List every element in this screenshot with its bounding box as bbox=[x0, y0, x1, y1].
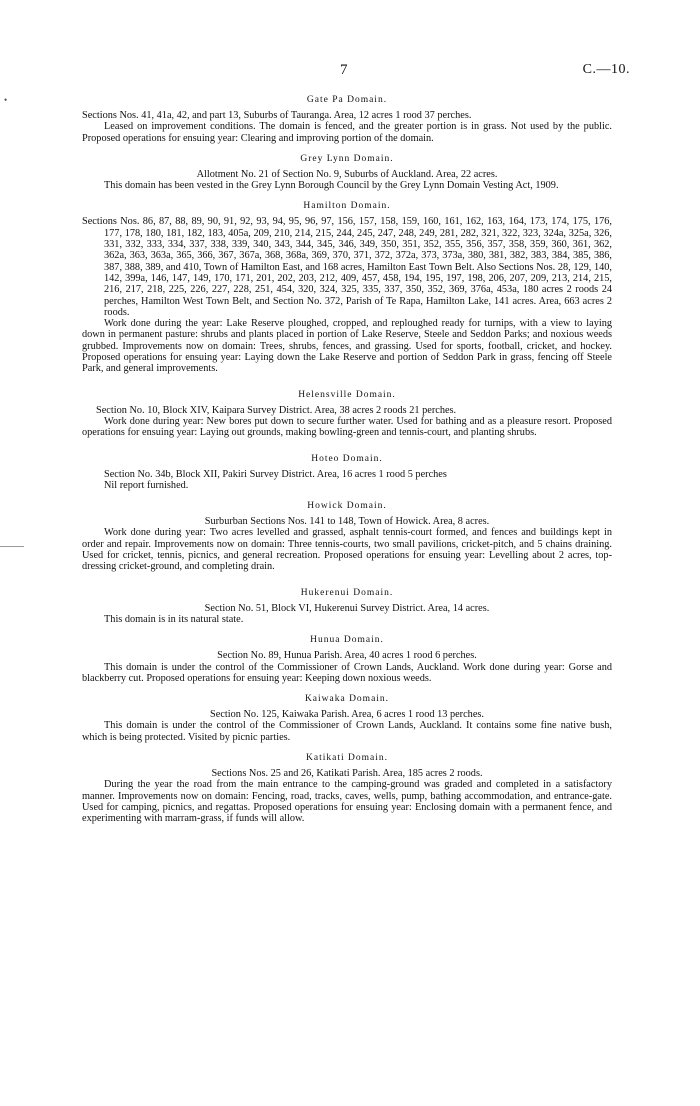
section-report: Work done during year: New bores put down to secure further water. Used for bathing and as a pleasure resort. Proposed operations for ensuing year: Laying out grounds, making bowling-green and tennis-court, and planting shrubs. bbox=[82, 415, 612, 439]
margin-rule bbox=[0, 546, 24, 547]
section-heading: Helensville Domain. bbox=[298, 389, 396, 400]
page-number: 7 bbox=[340, 62, 348, 78]
domain-list bbox=[82, 94, 612, 824]
section-heading: Grey Lynn Domain. bbox=[300, 153, 394, 164]
document-reference: C.—10. bbox=[582, 62, 630, 77]
section-heading: Hamilton Domain. bbox=[303, 201, 391, 212]
section-description: Allotment No. 21 of Section No. 9, Suburbs of Auckland. Area, 22 acres. bbox=[196, 168, 498, 180]
section-report: Nil report furnished. bbox=[104, 479, 189, 491]
section-description: Section No. 34b, Block XII, Pakiri Survey District. Area, 16 acres 1 rood 5 perches bbox=[104, 468, 447, 480]
section-report: Leased on improvement conditions. The domain is fenced, and the greater portion is in grass. Not used by the public. Proposed operations for ensuing year: Clearing and improving portion of the domain. bbox=[82, 121, 612, 144]
section-description: Section No. 89, Hunua Parish. Area, 40 acres 1 rood 6 perches. bbox=[217, 650, 477, 662]
section-description: Section No. 10, Block XIV, Kaipara Survey District. Area, 38 acres 2 roods 21 perches. bbox=[96, 404, 457, 416]
section-heading: Gate Pa Domain. bbox=[306, 95, 388, 105]
section-report: This domain has been vested in the Grey Lynn Borough Council by the Grey Lynn Domain Vesting Act, 1909. bbox=[104, 180, 559, 192]
section-report: This domain is in its natural state. bbox=[104, 613, 244, 625]
section-report: This domain is under the control of the Commissioner of Crown Lands, Auckland. It contains some fine native bush, which is being protected. Visited by picnic parties. bbox=[82, 720, 612, 743]
section-heading: Hunua Domain. bbox=[310, 635, 384, 646]
section-heading: Katikati Domain. bbox=[306, 752, 388, 763]
section-report: Work done during the year: Lake Reserve ploughed, cropped, and reploughed ready for turnips, with a view to laying down in permanent pasture: shrubs and plants placed in portion of Lake Reserve, Steele and Seddon Parks; and noxious weeds grubbed. Improvements now on domain: Trees, shrubs, fences, and grassing. Used for sports, football, cricket, and hockey. Proposed operations for ensuing year: Laying down the Lake Reserve and portion of Seddon Park in grass, fencing off Steele Park, and general improvements. bbox=[82, 318, 612, 375]
section-description: Sections Nos. 86, 87, 88, 89, 90, 91, 92, 93, 94, 95, 96, 97, 156, 157, 158, 159, 160, 161, 162, 163, 164, 173, 174, 175, 176, 177, 178, 180, 181, 182, 183, 405a, 209, 210, 214, 215, 244, 245, 247, 248, 249, 281, 282, 321, 322, 323, 324a, 325a, 326, 331, 332, 333, 334, 337, 338, 339, 340, 343, 344, 345, 346, 349, 350, 351, 352, 355, 356, 357, 358, 359, 360, 361, 362, 362a, 363, 363a, 365, 366, 367, 367a, 368, 368a, 369, 370, 371, 372, 372a, 373, 373a, 380, 381, 382, 383, 384, 385, 386, 387, 388, 389, and 410, Town of Hamilton East, and 168 acres, Hamilton East Town Belt. Also Sections Nos. 28, 129, 140, 142, 399a, 146, 147, 149, 170, 171, 201, 202, 203, 212, 409, 457, 458, 194, 195, 197, 198, 206, 207, 209, 213, 214, 215, 216, 217, 218, 225, 226, 227, 228, 251, 454, 320, 324, 325, 335, 337, 350, 352, 369, 376a, 453a, 180 acres 2 roods 24 perches, Hamilton West Town Belt, and Section No. 372, Parish of Te Rapa, Hamilton Lake, 141 acres. Area, 663 acres 2 roods. bbox=[82, 216, 612, 318]
section-report: This domain is under the control of the Commissioner of Crown Lands, Auckland. Work done during year: Gorse and blackberry cut. Proposed operations for ensuing year: Keeping down noxious weeds. bbox=[82, 661, 612, 684]
section-heading: Kaiwaka Domain. bbox=[304, 694, 390, 705]
margin-mark: • bbox=[4, 95, 8, 105]
section-heading: Hoteo Domain. bbox=[311, 453, 383, 464]
section-heading: Howick Domain. bbox=[307, 501, 387, 512]
section-report: During the year the road from the main entrance to the camping-ground was graded and completed in a satisfactory manner. Improvements now on domain: Fencing, road, tracks, caves, wells, pump, bathing accommodation, and entrance-gate. Used for camping, picnics, and regattas. Proposed operations for ensuing year: Enclosing domain with a permanent fence, and experimenting with marram-grass, if funds will allow. bbox=[82, 779, 612, 825]
section-description: Sections Nos. 25 and 26, Katikati Parish. Area, 185 acres 2 roods. bbox=[211, 767, 483, 779]
section-report: Work done during year: Two acres levelled and grassed, asphalt tennis-court formed, and fences and buildings kept in order and repair. Improvements now on domain: Three tennis-courts, two small pavilions, cricket-pitch, and 5 chains draining. Used for cricket, tennis, picnics, and general recreation. Proposed operations for ensuing year: Levelling about 2 acres, top-dressing cricket-ground, and completing drain. bbox=[82, 527, 612, 573]
section-heading: Hukerenui Domain. bbox=[300, 587, 394, 598]
section-description: Sections Nos. 41, 41a, 42, and part 13, Suburbs of Tauranga. Area, 12 acres 1 rood 37 perches. bbox=[82, 110, 472, 121]
section-description: Section No. 51, Block VI, Hukerenui Survey District. Area, 14 acres. bbox=[204, 602, 490, 614]
section-description: Section No. 125, Kaiwaka Parish. Area, 6 acres 1 rood 13 perches. bbox=[210, 709, 484, 721]
section-description: Surburban Sections Nos. 141 to 148, Town of Howick. Area, 8 acres. bbox=[204, 516, 490, 528]
running-head bbox=[0, 62, 700, 82]
